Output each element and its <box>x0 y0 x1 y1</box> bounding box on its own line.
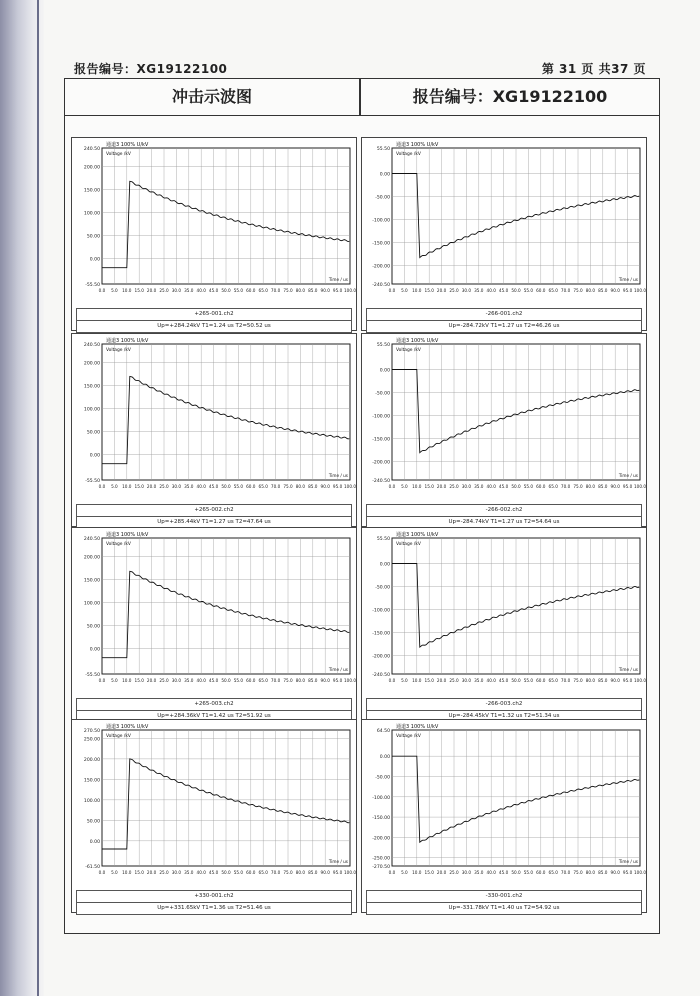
y-tick-label: -50.00 <box>375 775 390 781</box>
y-axis-label: Voltage /kV <box>396 734 421 739</box>
waveform-parameters: Up=+285.44kV T1=1.27 us T2=47.64 us <box>76 516 352 529</box>
x-tick-label: 55.0 <box>523 870 534 875</box>
x-tick-label: 40.0 <box>486 288 496 293</box>
x-tick-label: 85.0 <box>598 288 608 293</box>
y-tick-label: -50.00 <box>375 195 390 201</box>
x-tick-label: 80.0 <box>295 678 306 683</box>
waveform-parameters: Up=+331.65kV T1=1.36 us T2=51.46 us <box>76 902 352 915</box>
x-tick-label: 70.0 <box>270 484 281 489</box>
x-axis-label: Time / us <box>328 667 348 672</box>
oscillogram-panel <box>361 527 647 721</box>
x-tick-label: 75.0 <box>283 870 293 875</box>
oscillogram-plot <box>362 138 646 308</box>
y-tick-label: 240.50 <box>83 343 100 348</box>
x-tick-label: 10.0 <box>122 288 132 293</box>
y-tick-label: 0.00 <box>89 453 100 459</box>
x-tick-label: 80.0 <box>295 870 306 875</box>
x-tick-label: 15.0 <box>134 288 144 293</box>
waveform-filename: +330-001.ch2 <box>76 890 352 903</box>
x-tick-label: 70.0 <box>560 678 571 683</box>
x-tick-label: 10.0 <box>412 288 422 293</box>
x-tick-label: 90.0 <box>610 870 620 875</box>
x-tick-label: 40.0 <box>196 678 206 683</box>
x-axis-label: Time / us <box>328 473 348 478</box>
x-tick-label: 20.0 <box>146 288 157 293</box>
x-tick-label: 65.0 <box>258 870 268 875</box>
x-tick-label: 20.0 <box>146 870 157 875</box>
x-axis-label: Time / us <box>618 667 638 672</box>
x-tick-label: 5.0 <box>111 870 118 875</box>
x-tick-label: 35.0 <box>184 678 194 683</box>
x-tick-label: 35.0 <box>474 678 484 683</box>
x-tick-label: 5.0 <box>401 288 408 293</box>
y-tick-label: 50.00 <box>86 430 100 436</box>
y-tick-label: 240.50 <box>83 147 100 152</box>
x-tick-label: 35.0 <box>184 288 194 293</box>
y-tick-label: 250.00 <box>83 737 100 743</box>
x-tick-label: 10.0 <box>412 678 422 683</box>
y-tick-label: -55.50 <box>85 283 100 288</box>
y-axis-label: Voltage /kV <box>106 734 131 739</box>
x-tick-label: 60.0 <box>536 870 546 875</box>
y-axis-label: Voltage /kV <box>396 542 421 547</box>
x-tick-label: 55.0 <box>233 484 244 489</box>
y-tick-label: -270.50 <box>372 865 390 870</box>
x-tick-label: 40.0 <box>196 288 206 293</box>
x-tick-label: 15.0 <box>424 288 434 293</box>
y-tick-label: 240.50 <box>83 537 100 542</box>
x-tick-label: 45.0 <box>498 870 509 875</box>
x-tick-label: 80.0 <box>295 288 306 293</box>
y-tick-label: -150.00 <box>372 241 390 247</box>
x-tick-label: 75.0 <box>283 484 293 489</box>
x-tick-label: 5.0 <box>401 678 408 683</box>
x-tick-label: 65.0 <box>258 678 268 683</box>
waveform-parameters: Up=-331.78kV T1=1.40 us T2=54.92 us <box>366 902 642 915</box>
x-tick-label: 20.0 <box>436 678 447 683</box>
x-tick-label: 25.0 <box>159 678 169 683</box>
oscillogram-panel <box>361 137 647 331</box>
x-tick-label: 25.0 <box>449 870 459 875</box>
y-tick-label: 0.00 <box>89 257 100 263</box>
y-axis-label: Voltage /kV <box>106 348 131 353</box>
x-tick-label: 80.0 <box>585 678 596 683</box>
x-tick-label: 75.0 <box>283 678 293 683</box>
report-number-header: 报告编号：XG19122100 <box>74 62 228 76</box>
x-tick-label: 60.0 <box>246 678 256 683</box>
y-axis-label: Voltage /kV <box>106 152 131 157</box>
table-title-row <box>65 79 659 116</box>
oscillogram-plot <box>362 334 646 504</box>
x-tick-label: 95.0 <box>622 870 633 875</box>
y-tick-label: -150.00 <box>372 631 390 637</box>
waveform-parameters: Up=+284.24kV T1=1.24 us T2=50.52 us <box>76 320 352 333</box>
y-tick-label: 100.00 <box>83 601 100 607</box>
x-tick-label: 65.0 <box>548 870 558 875</box>
x-tick-label: 45.0 <box>208 870 219 875</box>
x-tick-label: 65.0 <box>258 484 268 489</box>
x-tick-label: 20.0 <box>436 484 447 489</box>
y-tick-label: 50.00 <box>86 819 100 825</box>
x-tick-label: 50.0 <box>511 288 521 293</box>
y-tick-label: 200.00 <box>83 361 100 367</box>
x-tick-label: 70.0 <box>560 288 571 293</box>
x-tick-label: 60.0 <box>536 484 546 489</box>
x-tick-label: 35.0 <box>474 870 484 875</box>
y-tick-label: -240.50 <box>372 283 390 288</box>
x-tick-label: 35.0 <box>184 870 194 875</box>
x-tick-label: 90.0 <box>610 288 620 293</box>
x-tick-label: 85.0 <box>308 678 318 683</box>
x-tick-label: 50.0 <box>511 484 521 489</box>
oscillogram-plot <box>72 528 356 698</box>
x-tick-label: 20.0 <box>436 288 447 293</box>
x-tick-label: 75.0 <box>573 678 583 683</box>
x-tick-label: 50.0 <box>511 870 521 875</box>
y-tick-label: 100.00 <box>83 798 100 804</box>
y-tick-label: 0.00 <box>379 368 390 374</box>
x-tick-label: 35.0 <box>474 484 484 489</box>
x-tick-label: 45.0 <box>208 484 219 489</box>
x-tick-label: 20.0 <box>436 870 447 875</box>
waveform-parameters: Up=+284.36kV T1=1.42 us T2=51.92 us <box>76 710 352 723</box>
oscillogram-plot <box>362 720 646 890</box>
x-tick-label: 55.0 <box>233 870 244 875</box>
y-tick-label: -200.00 <box>372 836 390 842</box>
x-tick-label: 0.0 <box>388 870 396 875</box>
waveform-filename: +265-003.ch2 <box>76 698 352 711</box>
x-tick-label: 0.0 <box>98 678 106 683</box>
x-tick-label: 45.0 <box>498 288 509 293</box>
x-tick-label: 60.0 <box>536 288 546 293</box>
x-tick-label: 0.0 <box>388 484 396 489</box>
x-tick-label: 40.0 <box>486 870 496 875</box>
x-tick-label: 100.0 <box>634 678 646 683</box>
x-tick-label: 100.0 <box>344 678 356 683</box>
x-tick-label: 80.0 <box>585 870 596 875</box>
x-tick-label: 45.0 <box>208 678 219 683</box>
x-tick-label: 75.0 <box>573 288 583 293</box>
x-tick-label: 85.0 <box>598 870 608 875</box>
oscillogram-panel <box>361 333 647 527</box>
x-tick-label: 5.0 <box>111 484 118 489</box>
channel-label: 通道3 100% U/kV <box>396 142 439 148</box>
x-tick-label: 65.0 <box>548 678 558 683</box>
oscillogram-panel <box>71 719 357 913</box>
oscillogram-plot <box>72 334 356 504</box>
x-tick-label: 10.0 <box>122 870 132 875</box>
x-tick-label: 10.0 <box>412 870 422 875</box>
oscillogram-panel <box>71 333 357 527</box>
x-tick-label: 70.0 <box>270 288 281 293</box>
y-tick-label: -100.00 <box>372 795 390 801</box>
waveform-filename: -266-003.ch2 <box>366 698 642 711</box>
waveform-filename: -266-002.ch2 <box>366 504 642 517</box>
channel-label: 通道3 100% U/kV <box>396 724 439 730</box>
waveform-filename: +265-002.ch2 <box>76 504 352 517</box>
x-tick-label: 15.0 <box>134 870 144 875</box>
channel-label: 通道3 100% U/kV <box>106 142 149 148</box>
y-axis-label: Voltage /kV <box>396 152 421 157</box>
x-tick-label: 85.0 <box>598 484 608 489</box>
x-tick-label: 50.0 <box>221 678 231 683</box>
y-tick-label: -240.50 <box>372 673 390 678</box>
x-tick-label: 80.0 <box>585 288 596 293</box>
x-tick-label: 70.0 <box>270 870 281 875</box>
x-tick-label: 95.0 <box>332 678 343 683</box>
x-tick-label: 75.0 <box>283 288 293 293</box>
x-axis-label: Time / us <box>618 277 638 282</box>
x-tick-label: 40.0 <box>196 870 206 875</box>
channel-label: 通道3 100% U/kV <box>106 338 149 344</box>
oscillogram-table <box>64 78 660 934</box>
x-tick-label: 30.0 <box>171 870 182 875</box>
x-tick-label: 15.0 <box>424 870 434 875</box>
x-tick-label: 55.0 <box>523 484 534 489</box>
y-tick-label: -55.50 <box>85 479 100 484</box>
x-tick-label: 65.0 <box>548 288 558 293</box>
y-tick-label: -100.00 <box>372 608 390 614</box>
y-tick-label: 55.50 <box>376 147 390 152</box>
x-axis-label: Time / us <box>618 859 638 864</box>
x-tick-label: 100.0 <box>634 870 646 875</box>
x-tick-label: 100.0 <box>634 484 646 489</box>
x-tick-label: 30.0 <box>171 288 182 293</box>
x-tick-label: 25.0 <box>159 288 169 293</box>
x-tick-label: 15.0 <box>424 678 434 683</box>
waveform-filename: -266-001.ch2 <box>366 308 642 321</box>
oscillogram-plot <box>72 138 356 308</box>
x-tick-label: 10.0 <box>122 484 132 489</box>
x-tick-label: 0.0 <box>98 484 106 489</box>
x-tick-label: 85.0 <box>308 484 318 489</box>
x-tick-label: 60.0 <box>246 288 256 293</box>
x-tick-label: 55.0 <box>523 678 534 683</box>
oscillogram-plot <box>72 720 356 890</box>
y-tick-label: 55.50 <box>376 343 390 348</box>
x-tick-label: 55.0 <box>233 288 244 293</box>
y-axis-label: Voltage /kV <box>396 348 421 353</box>
y-tick-label: 55.50 <box>376 537 390 542</box>
x-tick-label: 45.0 <box>498 678 509 683</box>
x-tick-label: 95.0 <box>622 484 633 489</box>
x-tick-label: 60.0 <box>246 484 256 489</box>
x-tick-label: 50.0 <box>221 288 231 293</box>
x-tick-label: 50.0 <box>221 870 231 875</box>
y-tick-label: 150.00 <box>83 384 100 390</box>
x-tick-label: 15.0 <box>424 484 434 489</box>
x-tick-label: 70.0 <box>560 870 571 875</box>
x-tick-label: 100.0 <box>344 870 356 875</box>
x-tick-label: 20.0 <box>146 678 157 683</box>
x-tick-label: 90.0 <box>320 870 330 875</box>
y-tick-label: 200.00 <box>83 165 100 171</box>
waveform-parameters: Up=-284.74kV T1=1.27 us T2=54.64 us <box>366 516 642 529</box>
x-tick-label: 10.0 <box>122 678 132 683</box>
x-axis-label: Time / us <box>328 277 348 282</box>
y-tick-label: 150.00 <box>83 578 100 584</box>
y-tick-label: -61.50 <box>85 865 100 870</box>
x-tick-label: 50.0 <box>221 484 231 489</box>
x-tick-label: 95.0 <box>622 288 633 293</box>
x-tick-label: 0.0 <box>98 870 106 875</box>
y-tick-label: 0.00 <box>379 172 390 178</box>
x-tick-label: 95.0 <box>332 484 343 489</box>
y-tick-label: -200.00 <box>372 654 390 660</box>
x-tick-label: 100.0 <box>344 288 356 293</box>
x-tick-label: 10.0 <box>412 484 422 489</box>
y-axis-label: Voltage /kV <box>106 542 131 547</box>
x-tick-label: 5.0 <box>401 870 408 875</box>
x-tick-label: 30.0 <box>171 678 182 683</box>
x-axis-label: Time / us <box>618 473 638 478</box>
y-tick-label: 100.00 <box>83 211 100 217</box>
x-tick-label: 5.0 <box>401 484 408 489</box>
x-tick-label: 25.0 <box>159 870 169 875</box>
y-tick-label: 100.00 <box>83 407 100 413</box>
x-tick-label: 55.0 <box>233 678 244 683</box>
x-tick-label: 0.0 <box>388 678 396 683</box>
channel-label: 通道3 100% U/kV <box>106 724 149 730</box>
x-tick-label: 75.0 <box>573 870 583 875</box>
x-tick-label: 45.0 <box>208 288 219 293</box>
x-tick-label: 25.0 <box>449 678 459 683</box>
x-tick-label: 55.0 <box>523 288 534 293</box>
x-tick-label: 40.0 <box>486 678 496 683</box>
y-tick-label: 0.00 <box>379 562 390 568</box>
x-tick-label: 15.0 <box>134 484 144 489</box>
y-tick-label: -55.50 <box>85 673 100 678</box>
x-tick-label: 90.0 <box>320 678 330 683</box>
x-tick-label: 100.0 <box>344 484 356 489</box>
y-tick-label: -150.00 <box>372 437 390 443</box>
x-tick-label: 35.0 <box>474 288 484 293</box>
x-tick-label: 0.0 <box>98 288 106 293</box>
y-tick-label: 270.50 <box>83 729 100 734</box>
y-tick-label: -240.50 <box>372 479 390 484</box>
table-title-right: 报告编号：XG19122100 <box>412 87 608 106</box>
x-tick-label: 60.0 <box>536 678 546 683</box>
waveform-filename: +265-001.ch2 <box>76 308 352 321</box>
x-tick-label: 60.0 <box>246 870 256 875</box>
x-tick-label: 95.0 <box>332 870 343 875</box>
x-tick-label: 90.0 <box>320 484 330 489</box>
y-tick-label: -200.00 <box>372 460 390 466</box>
y-tick-label: -150.00 <box>372 816 390 822</box>
x-tick-label: 30.0 <box>461 484 472 489</box>
x-tick-label: 70.0 <box>270 678 281 683</box>
y-tick-label: 200.00 <box>83 757 100 763</box>
x-tick-label: 5.0 <box>111 288 118 293</box>
x-tick-label: 5.0 <box>111 678 118 683</box>
x-axis-label: Time / us <box>328 859 348 864</box>
oscillogram-panel <box>71 137 357 331</box>
y-tick-label: 64.50 <box>376 729 390 734</box>
x-tick-label: 25.0 <box>449 484 459 489</box>
x-tick-label: 40.0 <box>486 484 496 489</box>
y-tick-label: -100.00 <box>372 218 390 224</box>
y-tick-label: 0.00 <box>89 647 100 653</box>
x-tick-label: 75.0 <box>573 484 583 489</box>
channel-label: 通道3 100% U/kV <box>106 532 149 538</box>
x-tick-label: 65.0 <box>548 484 558 489</box>
waveform-parameters: Up=-284.45kV T1=1.32 us T2=51.34 us <box>366 710 642 723</box>
page-number: 第 31 页 共37 页 <box>541 62 646 76</box>
y-tick-label: 0.00 <box>379 755 390 761</box>
y-tick-label: 50.00 <box>86 234 100 240</box>
x-tick-label: 65.0 <box>258 288 268 293</box>
y-tick-label: -50.00 <box>375 391 390 397</box>
x-tick-label: 85.0 <box>598 678 608 683</box>
x-tick-label: 95.0 <box>622 678 633 683</box>
oscillogram-panel <box>71 527 357 721</box>
x-tick-label: 30.0 <box>461 870 472 875</box>
x-tick-label: 40.0 <box>196 484 206 489</box>
x-tick-label: 80.0 <box>585 484 596 489</box>
x-tick-label: 35.0 <box>184 484 194 489</box>
x-tick-label: 45.0 <box>498 484 509 489</box>
channel-label: 通道3 100% U/kV <box>396 338 439 344</box>
y-tick-label: 200.00 <box>83 555 100 561</box>
x-tick-label: 30.0 <box>171 484 182 489</box>
x-tick-label: 100.0 <box>634 288 646 293</box>
x-tick-label: 0.0 <box>388 288 396 293</box>
y-tick-label: 0.00 <box>89 839 100 845</box>
y-tick-label: 150.00 <box>83 778 100 784</box>
table-title-left: 冲击示波图 <box>171 87 252 106</box>
waveform-parameters: Up=-284.72kV T1=1.27 us T2=46.26 us <box>366 320 642 333</box>
y-tick-label: -50.00 <box>375 585 390 591</box>
x-tick-label: 90.0 <box>610 484 620 489</box>
oscillogram-plot <box>362 528 646 698</box>
x-tick-label: 95.0 <box>332 288 343 293</box>
channel-label: 通道3 100% U/kV <box>396 532 439 538</box>
y-tick-label: -250.00 <box>372 856 390 862</box>
y-tick-label: 50.00 <box>86 624 100 630</box>
x-tick-label: 30.0 <box>461 678 472 683</box>
x-tick-label: 50.0 <box>511 678 521 683</box>
y-tick-label: -100.00 <box>372 414 390 420</box>
x-tick-label: 70.0 <box>560 484 571 489</box>
x-tick-label: 90.0 <box>320 288 330 293</box>
x-tick-label: 25.0 <box>159 484 169 489</box>
x-tick-label: 85.0 <box>308 870 318 875</box>
x-tick-label: 20.0 <box>146 484 157 489</box>
x-tick-label: 80.0 <box>295 484 306 489</box>
x-tick-label: 15.0 <box>134 678 144 683</box>
y-tick-label: -200.00 <box>372 264 390 270</box>
oscillogram-panel <box>361 719 647 913</box>
x-tick-label: 30.0 <box>461 288 472 293</box>
x-tick-label: 90.0 <box>610 678 620 683</box>
x-tick-label: 25.0 <box>449 288 459 293</box>
binding-edge <box>37 0 39 996</box>
x-tick-label: 85.0 <box>308 288 318 293</box>
waveform-filename: -330-001.ch2 <box>366 890 642 903</box>
y-tick-label: 150.00 <box>83 188 100 194</box>
